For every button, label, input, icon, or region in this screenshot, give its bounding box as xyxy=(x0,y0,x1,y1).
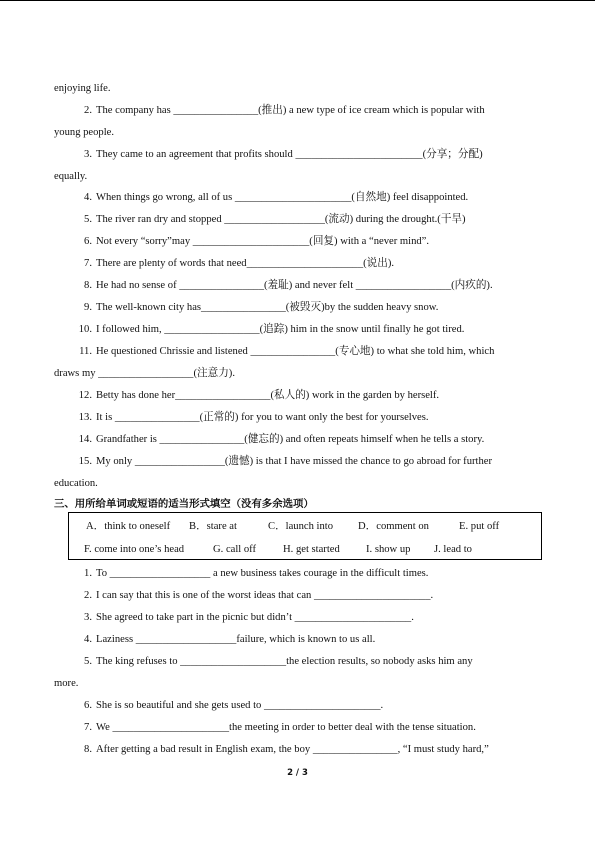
option-d: D．comment on xyxy=(358,521,429,532)
question-number: 4. xyxy=(84,634,92,645)
question-text: After getting a bad result in English exam, the boy ________________, “I must study hard,” xyxy=(96,744,489,755)
s3-question-1 xyxy=(72,567,428,581)
question-number: 2. xyxy=(84,105,92,116)
option-e: E. put off xyxy=(459,521,500,532)
question-number: 2. xyxy=(84,590,92,601)
question-number: 9. xyxy=(84,302,92,313)
question-number: 7. xyxy=(84,258,92,269)
question-number: 3. xyxy=(84,612,92,623)
s3-question-6 xyxy=(72,699,383,713)
question-number: 14. xyxy=(78,434,92,445)
question-8 xyxy=(72,279,493,293)
question-number: 5. xyxy=(84,214,92,225)
question-number: 4. xyxy=(84,192,92,203)
question-text: The king refuses to ____________________the election results, so nobody asks him any xyxy=(96,656,473,667)
question-number: 8. xyxy=(84,744,92,755)
question-text: Betty has done her__________________(私人的) work in the garden by herself. xyxy=(96,390,440,401)
option-c: C．launch into xyxy=(268,521,334,532)
question-number: 15. xyxy=(78,456,92,467)
question-number: 7. xyxy=(84,722,92,733)
option-h: H. get started xyxy=(283,544,340,555)
question-number: 6. xyxy=(84,700,92,711)
text-line: draws my __________________(注意力). xyxy=(54,368,235,379)
s3-question-7 xyxy=(72,721,476,735)
s3-question-5 xyxy=(72,655,473,669)
question-text: There are plenty of words that need______________________(说出). xyxy=(96,258,395,269)
text-line: more. xyxy=(54,678,79,689)
question-number: 10. xyxy=(78,324,92,335)
question-text: It is ________________(正常的) for you to want only the best for yourselves. xyxy=(96,412,429,423)
option-f: F. come into one’s head xyxy=(84,544,185,555)
text-line: education. xyxy=(54,478,98,489)
question-text: She agreed to take part in the picnic but didn’t ______________________. xyxy=(96,612,414,623)
question-text: Grandfather is ________________(健忘的) and often repeats himself when he tells a story. xyxy=(96,434,485,445)
question-number: 1. xyxy=(84,568,92,579)
question-9 xyxy=(72,301,438,315)
question-text: They came to an agreement that profits should ________________________(分享；分配) xyxy=(96,149,483,160)
question-7 xyxy=(72,257,394,271)
question-number: 6. xyxy=(84,236,92,247)
question-text: We ______________________the meeting in order to better deal with the tense situation. xyxy=(96,722,476,733)
question-number: 5. xyxy=(84,656,92,667)
text-line: young people. xyxy=(54,127,115,138)
option-a: A．think to oneself xyxy=(86,521,171,532)
s3-question-3 xyxy=(72,611,414,625)
question-number: 11. xyxy=(79,346,92,357)
options-box xyxy=(68,512,542,560)
option-g: G. call off xyxy=(213,544,257,555)
s3-question-4 xyxy=(72,633,375,647)
question-text: The well-known city has________________(被毁灭)by the sudden heavy snow. xyxy=(96,302,439,313)
question-12 xyxy=(70,389,439,403)
option-j: J. lead to xyxy=(434,544,472,555)
question-text: She is so beautiful and she gets used to ______________________. xyxy=(96,700,384,711)
question-number: 13. xyxy=(78,412,92,423)
text-line: equally. xyxy=(54,171,88,182)
question-13 xyxy=(70,411,428,425)
question-text: I can say that this is one of the worst ideas that can ______________________. xyxy=(96,590,434,601)
question-3 xyxy=(72,148,483,162)
question-6 xyxy=(72,235,429,249)
option-i: I. show up xyxy=(366,544,411,555)
question-text: When things go wrong, all of us ______________________(自然地) feel disappointed. xyxy=(96,192,469,203)
question-text: I followed him, __________________(追踪) him in the snow until finally he got tired. xyxy=(96,324,465,335)
text-line: enjoying life. xyxy=(54,83,111,94)
question-10 xyxy=(70,323,464,337)
page-number: 2 / 3 xyxy=(287,768,308,778)
question-text: He had no sense of ________________(羞耻) and never felt __________________(内疚的). xyxy=(96,280,493,291)
question-5 xyxy=(72,213,466,227)
question-2 xyxy=(72,104,485,118)
question-11 xyxy=(70,345,494,359)
question-text: He questioned Chrissie and listened ________________(专心地) to what she told him, which xyxy=(96,346,495,357)
question-text: The river ran dry and stopped ___________________(流动) during the drought.(干旱) xyxy=(96,214,466,225)
question-text: To ___________________ a new business takes courage in the difficult times. xyxy=(96,568,429,579)
question-14 xyxy=(70,433,484,447)
question-text: The company has ________________(推出) a new type of ice cream which is popular with xyxy=(96,105,485,116)
top-border-line xyxy=(0,0,595,1)
question-number: 3. xyxy=(84,149,92,160)
section-heading: 三、用所给单词或短语的适当形式填空（没有多余选项） xyxy=(54,498,314,510)
s3-question-8 xyxy=(72,743,489,757)
question-number: 8. xyxy=(84,280,92,291)
question-4 xyxy=(72,191,468,205)
s3-question-2 xyxy=(72,589,433,603)
question-text: Not every “sorry”may ______________________(回复) with a “never mind”. xyxy=(96,236,430,247)
option-b: B．stare at xyxy=(189,521,237,532)
question-text: Laziness ___________________failure, which is known to us all. xyxy=(96,634,376,645)
question-text: My only _________________(遗憾) is that I have missed the chance to go abroad for further xyxy=(96,456,492,467)
question-number: 12. xyxy=(78,390,92,401)
question-15 xyxy=(70,455,492,469)
